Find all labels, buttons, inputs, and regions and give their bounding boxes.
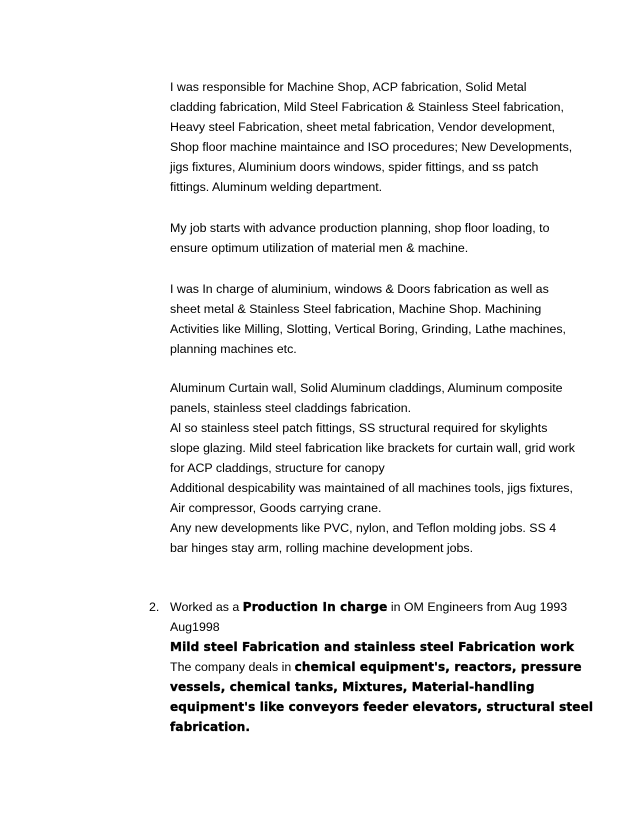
text-line: Al so stainless steel patch fittings, SS structural required for skylights [170, 421, 548, 435]
text-line: bar hinges stay arm, rolling machine development jobs. [170, 541, 474, 555]
list-number: 2. [149, 600, 160, 614]
text-line: cladding fabrication, Mild Steel Fabrication & Stainless Steel fabrication, [170, 100, 564, 114]
text-line: planning machines etc. [170, 342, 297, 356]
bold-text: chemical equipment's, reactors, pressure [294, 660, 582, 674]
text-line: Air compressor, Goods carrying crane. [170, 501, 382, 515]
text-line: I was In charge of aluminium, windows & Doors fabrication as well as [170, 282, 549, 296]
text-line: Heavy steel Fabrication, sheet metal fabrication, Vendor development, [170, 120, 556, 134]
text-line: My job starts with advance production planning, shop floor loading, to [170, 221, 550, 235]
text-line [170, 660, 582, 675]
text-line: fittings. Aluminum welding department. [170, 180, 383, 194]
text-segment: in OM Engineers from Aug 1993 [387, 600, 568, 614]
text-line [170, 600, 567, 615]
text-line: Shop floor machine maintaince and ISO procedures; New Developments, [170, 140, 573, 154]
text-line: sheet metal & Stainless Steel fabrication, Machine Shop. Machining [170, 302, 542, 316]
text-line: jigs fixtures, Aluminium doors windows, spider fittings, and ss patch [170, 160, 539, 174]
bold-text: fabrication. [170, 720, 251, 734]
bold-role: Production In charge [242, 600, 388, 614]
text-line: Aluminum Curtain wall, Solid Aluminum claddings, Aluminum composite [170, 381, 563, 395]
text-line: ensure optimum utilization of material men & machine. [170, 241, 469, 255]
bold-text: equipment's like conveyors feeder elevators, structural steel [170, 700, 594, 714]
text-line: Aug1998 [170, 620, 220, 634]
text-line: Any new developments like PVC, nylon, and Teflon molding jobs. SS 4 [170, 521, 557, 535]
text-line: for ACP claddings, structure for canopy [170, 461, 385, 475]
text-segment: Worked as a [170, 600, 243, 614]
text-line: Activities like Milling, Slotting, Vertical Boring, Grinding, Lathe machines, [170, 322, 566, 336]
text-line: panels, stainless steel claddings fabrication. [170, 401, 412, 415]
text-line: slope glazing. Mild steel fabrication like brackets for curtain wall, grid work [170, 441, 575, 455]
text-segment: The company deals in [170, 660, 295, 674]
bold-heading: Mild steel Fabrication and stainless steel Fabrication work [170, 640, 575, 654]
bold-text: vessels, chemical tanks, Mixtures, Material-handling [170, 680, 535, 694]
text-line: Additional despicability was maintained of all machines tools, jigs fixtures, [170, 481, 573, 495]
text-line: I was responsible for Machine Shop, ACP fabrication, Solid Metal [170, 80, 527, 94]
